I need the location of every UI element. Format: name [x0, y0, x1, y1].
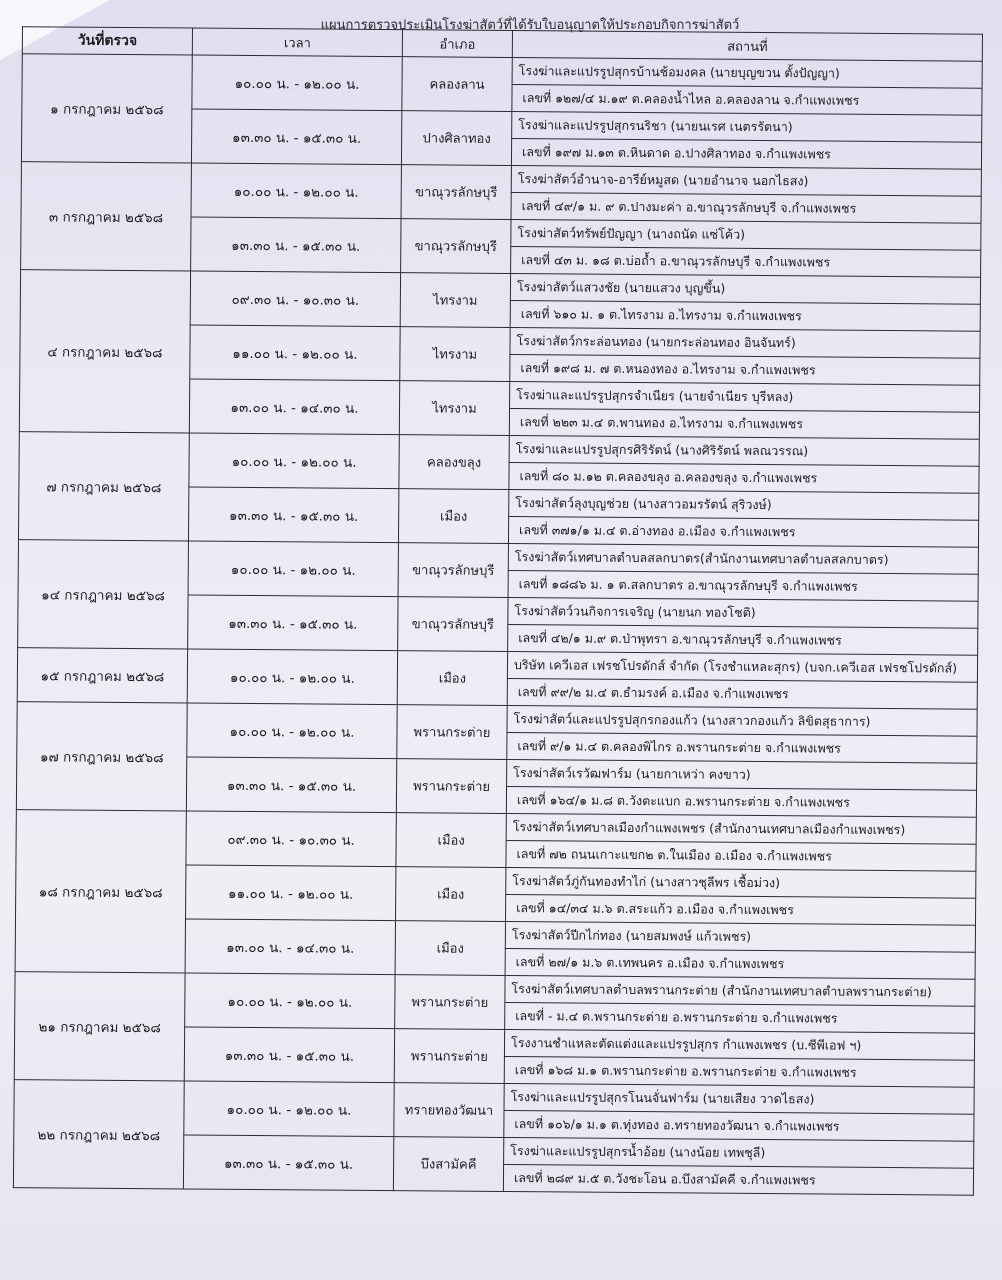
visit-district: บึงสามัคคี [393, 1137, 503, 1192]
visit-district: เมือง [397, 651, 507, 706]
visit-time: ๑๐.๐๐ น. - ๑๒.๐๐ น. [192, 55, 402, 111]
slaughterhouse-name: โรงฆ่าสัตว์แสวงชัย (นายแสวง บุญขึ้น) [510, 274, 980, 305]
visit-district: เมือง [398, 489, 508, 544]
slaughterhouse-address: เลขที่ ๒๗/๑ ม.๖ ต.เทพนคร อ.เมือง จ.กำแพงเพชร [505, 949, 975, 980]
slaughterhouse-name: โรงฆ่าสัตว์ปีกไก่ทอง (นายสมพงษ์ แก้วเพชร) [505, 922, 975, 953]
inspection-date: ๑๘ กรกฎาคม ๒๕๖๘ [15, 810, 186, 973]
slaughterhouse-address: เลขที่ ๖๑๐ ม. ๑ ต.ไทรงาม อ.ไทรงาม จ.กำแพงเพชร [510, 301, 980, 332]
slaughterhouse-name: โรงฆ่าสัตว์อำนาจ-อารีย์หมูสด (นายอำนาจ นอกไธสง) [511, 166, 981, 197]
slaughterhouse-name: โรงฆ่าสัตว์วนกิจการเจริญ (นายนก ทองโชติ) [508, 598, 978, 629]
visit-district: ทรายทองวัฒนา [394, 1083, 504, 1138]
visit-time: ๐๙.๓๐ น. - ๑๐.๓๐ น. [186, 811, 396, 867]
slaughterhouse-name: โรงฆ่าสัตว์เทศบาลตำบลพรานกระต่าย (สำนักงานเทศบาลตำบลพรานกระต่าย) [505, 976, 975, 1007]
slaughterhouse-name: โรงฆ่าและแปรรูปสุกรนริชา (นายนเรศ เนตรรัตนา) [512, 112, 982, 143]
visit-district: คลองขลุง [399, 435, 509, 490]
slaughterhouse-address: เลขที่ ๒๘๙ ม.๕ ต.วังชะโอน อ.บึงสามัคคี จ.กำแพงเพชร [503, 1165, 973, 1196]
visit-time: ๑๐.๐๐ น. - ๑๒.๐๐ น. [187, 649, 397, 705]
header-time: เวลา [192, 28, 402, 57]
inspection-date: ๔ กรกฎาคม ๒๕๖๘ [19, 270, 190, 433]
slaughterhouse-address: เลขที่ ๓๗๑/๑ ม.๔ ต.อ่างทอง อ.เมือง จ.กำแพงเพชร [508, 517, 978, 548]
visit-time: ๑๑.๐๐ น. - ๑๒.๐๐ น. [186, 865, 396, 921]
visit-time: ๑๐.๐๐ น. - ๑๒.๐๐ น. [191, 163, 401, 219]
slaughterhouse-address: เลขที่ ๑๖๘ ม.๑ ต.พรานกระต่าย อ.พรานกระต่าย จ.กำแพงเพชร [504, 1057, 974, 1088]
slaughterhouse-address: เลขที่ ๑๙๘ ม. ๗ ต.หนองทอง อ.ไทรงาม จ.กำแพงเพชร [510, 355, 980, 386]
slaughterhouse-address: เลขที่ ๑๖๔/๑ ม.๘ ต.วังตะแบก อ.พรานกระต่าย จ.กำแพงเพชร [506, 787, 976, 818]
visit-district: ไทรงาม [399, 381, 509, 436]
slaughterhouse-address: เลขที่ ๔๙/๑ ม. ๙ ต.ปางมะค่า อ.ขาณุวรลักษบุรี จ.กำแพงเพชร [511, 193, 981, 224]
slaughterhouse-name: โรงฆ่าสัตว์ภู่กันทองทำไก่ (นางสาวชุลีพร เชื้อม่วง) [506, 868, 976, 899]
slaughterhouse-name: โรงฆ่าและแปรรูปสุกรบ้านช้อมงคล (นายบุญขวน ตั้งปัญญา) [512, 58, 982, 89]
schedule-body [13, 54, 982, 1196]
visit-time: ๑๐.๐๐ น. - ๑๒.๐๐ น. [188, 541, 398, 597]
header-district: อำเภอ [402, 30, 512, 58]
inspection-date: ๒๒ กรกฎาคม ๒๕๖๘ [13, 1080, 184, 1189]
visit-time: ๑๐.๐๐ น. - ๑๒.๐๐ น. [187, 703, 397, 759]
slaughterhouse-address: เลขที่ ๒๒๓ ม.๔ ต.พานทอง อ.ไทรงาม จ.กำแพงเพชร [509, 409, 979, 440]
header-date: วันที่ตรวจ [22, 27, 192, 55]
schedule-table [13, 26, 983, 1196]
visit-time: ๑๓.๐๐ น. - ๑๔.๓๐ น. [185, 919, 395, 975]
slaughterhouse-name: โรงฆ่าและแปรรูปสุกรน้ำอ้อย (นางน้อย เทพชุลี) [504, 1138, 974, 1169]
slaughterhouse-address: เลขที่ ๔๓ ม. ๑๘ ต.บ่อถ้ำ อ.ขาณุวรลักษบุรี จ.กำแพงเพชร [511, 247, 981, 278]
visit-district: เมือง [396, 813, 506, 868]
slaughterhouse-address: เลขที่ ๙๙/๒ ม.๔ ต.ธำมรงค์ อ.เมือง จ.กำแพงเพชร [507, 679, 977, 710]
slaughterhouse-address: เลขที่ ๔๒/๑ ม.๙ ต.ป่าพุทรา อ.ขาณุวรลักษบุรี จ.กำแพงเพชร [508, 625, 978, 656]
visit-time: ๑๓.๓๐ น. - ๑๕.๓๐ น. [191, 109, 401, 165]
slaughterhouse-name: โรงฆ่าสัตว์เทศบาลตำบลสลกบาตร(สำนักงานเทศบาลตำบลสลกบาตร) [508, 544, 978, 575]
slaughterhouse-address: เลขที่ ๗๒ ถนนเกาะแขก๒ ต.ในเมือง อ.เมือง จ.กำแพงเพชร [506, 841, 976, 872]
slaughterhouse-name: โรงฆ่าสัตว์ทรัพย์ปัญญา (นางถนัด แซ่โค้ว) [511, 220, 981, 251]
slaughterhouse-address: เลขที่ ๑๔/๓๔ ม.๖ ต.สระแก้ว อ.เมือง จ.กำแพงเพชร [505, 895, 975, 926]
visit-time: ๐๙.๓๐ น. - ๑๐.๓๐ น. [190, 271, 400, 327]
visit-time: ๑๓.๓๐ น. - ๑๕.๓๐ น. [188, 487, 398, 543]
slaughterhouse-address: เลขที่ - ม.๔ ต.พรานกระต่าย อ.พรานกระต่าย จ.กำแพงเพชร [505, 1003, 975, 1034]
visit-district: ขาณุวรลักษบุรี [401, 219, 511, 274]
visit-time: ๑๓.๓๐ น. - ๑๕.๓๐ น. [186, 757, 396, 813]
inspection-date: ๑๔ กรกฎาคม ๒๕๖๘ [18, 540, 189, 649]
inspection-date: ๒๑ กรกฎาคม ๒๕๖๘ [14, 972, 185, 1081]
slaughterhouse-address: เลขที่ ๑๘๘๖ ม. ๑ ต.สลกบาตร อ.ขาณุวรลักษบุรี จ.กำแพงเพชร [508, 571, 978, 602]
slaughterhouse-name: โรงฆ่าและแปรรูปสุกรจำเนียร (นายจำเนียร บุรีหลง) [510, 382, 980, 413]
schedule-sheet [12, 26, 992, 1266]
visit-time: ๑๓.๓๐ น. - ๑๕.๓๐ น. [188, 595, 398, 651]
visit-district: พรานกระต่าย [396, 759, 506, 814]
slaughterhouse-name: โรงฆ่าสัตว์ลุงบุญช่วย (นางสาวอมรรัตน์ สุริวงษ์) [509, 490, 979, 521]
visit-district: เมือง [395, 921, 505, 976]
visit-district: พรานกระต่าย [394, 1029, 504, 1084]
visit-time: ๑๓.๐๐ น. - ๑๔.๓๐ น. [189, 379, 399, 435]
slaughterhouse-name: โรงงานชำแหละตัดแต่งและแปรรูปสุกร กำแพงเพชร (บ.ซีพีเอฟ ฯ) [504, 1030, 974, 1061]
slaughterhouse-address: เลขที่ ๑๙๗ ม.๑๓ ต.หินดาด อ.ปางศิลาทอง จ.กำแพงเพชร [511, 139, 981, 170]
header-location: สถานที่ [512, 31, 982, 62]
inspection-date: ๑๗ กรกฎาคม ๒๕๖๘ [16, 702, 187, 811]
visit-time: ๑๐.๐๐ น. - ๑๒.๐๐ น. [185, 973, 395, 1029]
visit-district: พรานกระต่าย [395, 975, 505, 1030]
visit-time: ๑๐.๐๐ น. - ๑๒.๐๐ น. [189, 433, 399, 489]
visit-district: ไทรงาม [400, 327, 510, 382]
slaughterhouse-name: โรงฆ่าสัตว์เทศบาลเมืองกำแพงเพชร (สำนักงานเทศบาลเมืองกำแพงเพชร) [506, 814, 976, 845]
inspection-date: ๗ กรกฎาคม ๒๕๖๘ [18, 432, 189, 541]
visit-district: คลองลาน [402, 57, 512, 112]
visit-time: ๑๑.๐๐ น. - ๑๒.๐๐ น. [190, 325, 400, 381]
visit-district: ขาณุวรลักษบุรี [401, 165, 511, 220]
visit-district: ปางศิลาทอง [401, 111, 511, 166]
slaughterhouse-name: โรงฆ่าและแปรรูปสุกรโนนจั่นฟาร์ม (นายเสียง วาดไธสง) [504, 1084, 974, 1115]
visit-district: ขาณุวรลักษบุรี [398, 597, 508, 652]
slaughterhouse-name: โรงฆ่าสัตว์กระล่อนทอง (นายกระล่อนทอง อินจันทร์) [510, 328, 980, 359]
slaughterhouse-address: เลขที่ ๑๒๗/๔ ม.๑๙ ต.คลองน้ำไหล อ.คลองลาน จ.กำแพงเพชร [512, 85, 982, 116]
slaughterhouse-address: เลขที่ ๘๐ ม.๑๒ ต.คลองขลุง อ.คลองขลุง จ.กำแพงเพชร [509, 463, 979, 494]
visit-time: ๑๓.๓๐ น. - ๑๕.๓๐ น. [183, 1135, 393, 1191]
visit-time: ๑๐.๐๐ น. - ๑๒.๐๐ น. [184, 1081, 394, 1137]
document-title: แผนการตรวจประเมินโรงฆ่าสัตว์ที่ได้รับใบอนุญาตให้ประกอบกิจการฆ่าสัตว์ [320, 18, 740, 33]
slaughterhouse-name: โรงฆ่าและแปรรูปสุกรศิริรัตน์ (นางศิริรัตน์ พลณวรรณ) [509, 436, 979, 467]
slaughterhouse-name: บริษัท เควีเอส เฟรชโปรดักส์ จำกัด (โรงชำแหละสุกร) (บจก.เควีเอส เฟรชโปรดักส์) [507, 652, 977, 683]
slaughterhouse-name: โรงฆ่าสัตว์เรวัฒฟาร์ม (นายกาเหว่า คงขาว) [507, 760, 977, 791]
visit-time: ๑๓.๓๐ น. - ๑๕.๓๐ น. [184, 1027, 394, 1083]
slaughterhouse-address: เลขที่ ๑๐๖/๑ ม.๑ ต.ทุ่งทอง อ.ทรายทองวัฒนา จ.กำแพงเพชร [504, 1111, 974, 1142]
inspection-date: ๑ กรกฎาคม ๒๕๖๘ [21, 54, 192, 163]
inspection-date: ๑๕ กรกฎาคม ๒๕๖๘ [17, 648, 187, 703]
visit-time: ๑๓.๓๐ น. - ๑๕.๓๐ น. [191, 217, 401, 273]
inspection-date: ๓ กรกฎาคม ๒๕๖๘ [21, 162, 192, 271]
visit-district: พรานกระต่าย [397, 705, 507, 760]
slaughterhouse-address: เลขที่ ๙/๑ ม.๔ ต.คลองพิไกร อ.พรานกระต่าย จ.กำแพงเพชร [507, 733, 977, 764]
slaughterhouse-name: โรงฆ่าสัตว์และแปรรูปสุกรกองแก้ว (นางสาวกองแก้ว ลิขิตสุธาการ) [507, 706, 977, 737]
visit-district: ขาณุวรลักษบุรี [398, 543, 508, 598]
visit-district: ไทรงาม [400, 273, 510, 328]
visit-district: เมือง [396, 867, 506, 922]
